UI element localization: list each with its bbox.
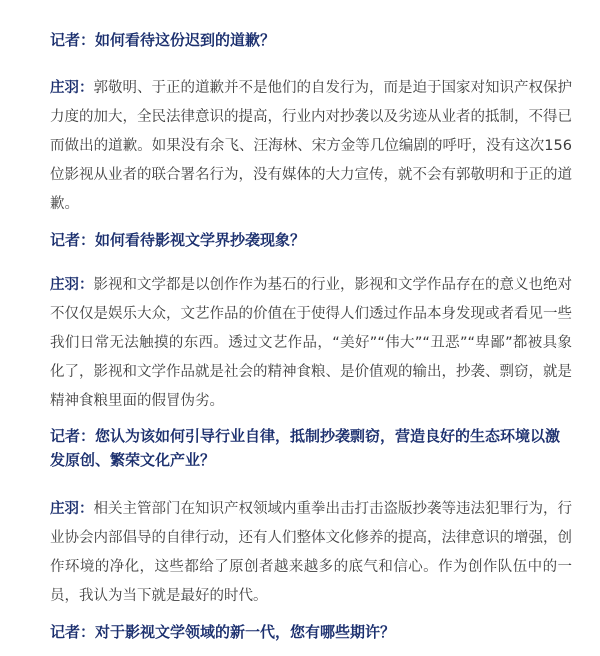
reporter-label: 记者：: [50, 427, 96, 445]
answer-text: 相关主管部门在知识产权领域内重拳出击打击盗版抄袭等违法犯罪行为，行业协会内部倡导的自律行动，还有人们整体文化修养的提高，法律意识的增强，创作环境的净化，这些都给了原创者越来越多的底气和信心。作为创作队伍中的一员，我认为当下就是最好的时代。: [50, 501, 572, 604]
interviewee-label: 庄羽：: [50, 80, 94, 96]
interview-question-4: [0, 620, 600, 644]
reporter-label: 记者：: [50, 623, 96, 641]
question-paragraph: [0, 228, 600, 252]
question-text: 如何看待这份迟到的道歉？: [95, 31, 276, 49]
question-paragraph: [0, 424, 600, 472]
interview-question-1: [0, 28, 600, 52]
answer-text: 影视和文学都是以创作作为基石的行业，影视和文学作品存在的意义也绝对不仅仅是娱乐大众，文艺作品的价值在于使得人们透过作品本身发现或者看见一些我们日常无法触摸的东西。透过文艺作品，“美好”“伟大”“丑恶”“卑鄙”都被具象化了，影视和文学作品就是社会的精神食粮、是价值观的输出，抄袭、剽窃，就是精神食粮里面的假冒伪劣。: [50, 277, 572, 409]
question-text: 您认为该如何引导行业自律，抵制抄袭剽窃，营造良好的生态环境以激发原创、繁荣文化产业？: [50, 427, 561, 469]
question-text: 对于影视文学领域的新一代，您有哪些期许？: [95, 623, 396, 641]
interview-answer-3: [0, 495, 600, 611]
interviewee-label: 庄羽：: [50, 277, 94, 293]
interview-question-2: [0, 228, 600, 252]
interview-answer-2: [0, 271, 600, 416]
interviewee-label: 庄羽：: [50, 501, 94, 517]
answer-paragraph: [0, 271, 600, 416]
answer-text: 郭敬明、于正的道歉并不是他们的自发行为，而是迫于国家对知识产权保护力度的加大，全民法律意识的提高，行业内对抄袭以及劣迹从业者的抵制，不得已而做出的道歉。如果没有余飞、汪海林、宋方金等几位编剧的呼吁，没有这次156位影视从业者的联合署名行为，没有媒体的大力宣传，就不会有郭敬明和于正的道歉。: [50, 80, 572, 212]
question-paragraph: [0, 620, 600, 644]
question-paragraph: [0, 28, 600, 52]
interview-question-3: [0, 424, 600, 472]
answer-paragraph: [0, 74, 600, 219]
interview-answer-1: [0, 74, 600, 219]
reporter-label: 记者：: [50, 31, 96, 49]
question-text: 如何看待影视文学界抄袭现象？: [95, 231, 306, 249]
answer-paragraph: [0, 495, 600, 611]
reporter-label: 记者：: [50, 231, 96, 249]
